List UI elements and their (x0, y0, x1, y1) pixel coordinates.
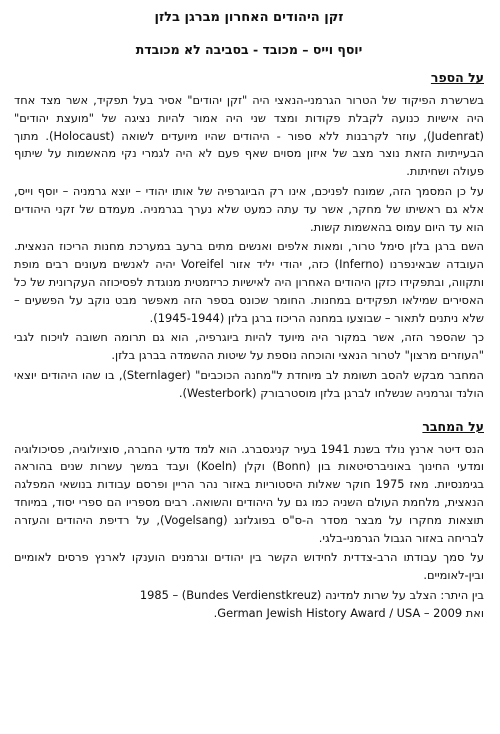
about-author-section (14, 419, 484, 623)
awards-line-2: ואת German Jewish History Award / USA – 2009. (213, 605, 484, 620)
document-subtitle: יוסף וייס – מכובד - בסביבה לא מכובדת (135, 42, 363, 57)
about-author-paragraph-1: הנס דיטר ארנץ נולד בשנת 1941 בעיר קניגסברג. הוא למד מדעי החברה, סוציולוגיה, פסיכולוגיה ומדעי החינוך באוניברסיטאות בון (Bonn) וקלן (Koeln) ועבד במשך עשרות שנים בהוראה בגימנסיות. מאז 1975 חוקר שאלות היסטוריות באזור נהר הריין ופרסם עבודות בנושאי המפלגה הנאצית, מלחמת העולם השניה כמו גם על היהודים והשואה. רבים מספריו הם ספרי יסוד, במיוחד תוצאות מחקרו על מבצר מסדר ה-ס"ס בפוגלזנג (Vogelsang), על רדיפת היהודים והעזרה לבריחה באזור הגבול הגרמני-בלגי. (14, 441, 485, 545)
document-title: זקן היהודים האחרון מברגן בלזן (154, 10, 344, 25)
about-book-paragraph-1: בשרשרת הפיקוד של הטרור הגרמני-הנאצי היה "זקן יהודים" אסיר בעל תפקיד, אשר מצד אחד היה אישיות כנועה לקבלת פקודות ומצד שני היה אמור להיות נציגה של "מועצת יהודים" (Judenrat), עוזר לקרבנות ללא ספור - היהודים שהיו מיועדים לשואה (Holocaust). מתוך הבעייתיות הזאת נוצר מצב של איזון מסוים שאף פעם לא היה לגמרי נקי מהאשמות על שיתוף פעולה ושחיתות. (14, 93, 484, 179)
about-author-paragraph-2: על סמך עבודתו הרב-צדדית לחידוש הקשר בין יהודים וגרמנים הוענקו לארנץ פרסים לאומיים ובין-לאומיים. (14, 550, 484, 583)
about-book-section (14, 70, 484, 403)
about-book-paragraph-3: השם ברגן בלזן סימל טרור, ומאות אלפים ואנשים מתים ברעב במערכת מחנות הריכוז הנאצית. העובדה שבאינפרנו (Inferno) כזה, יהודי יליד אזור Voreifel יהיה לאנשים מעונים רבים מופת ותקווה, ובתפקידו כזקן היהודים האחרון היה לאישיות כריזמטית מנוגדת לפסיכוזה העקרונית של כל האסירים שמילאו תפקידים במחנות. החומר שכונס בספר הזה מאפשר מבט נוקב על הפשעים – שלא ניתנים לתאור – שבוצעו במחנה הריכוז ברגן בלזן (1945-1944). (14, 239, 485, 325)
about-book-paragraph-5: המחבר מבקש להסב תשומת לב מיוחדת ל"מחנה הכוכבים" (Sternlager), בו שהו היהודים יוצאי הולנד וגרמניה שנשלחו לברגן בלזן מוסטרבורק (Westerbork). (14, 367, 484, 400)
about-book-heading: על הספר (430, 70, 484, 85)
awards-line-1: בין היתר: הצלב על שרות למדינה (Bundes Verdienstkreuz) – 1985 (139, 587, 484, 602)
about-book-paragraph-2: על כן המסמך הזה, שמונח לפניכם, אינו רק הביוגרפיה של אותו יהודי – יוצא גרמניה – יוסף וייס, אלא גם ראשיתו של מחקר, אשר עד עתה כמעט שלא נערך בגרמניה. מעמדם של זקני היהודים הוא עד היום עמוס בהאשמות קשות. (14, 183, 484, 234)
about-book-paragraph-4: כך שהספר הזה, אשר במקור היה מיועד להיות ביוגרפיה, הוא גם תרומה חשובה לויכוח לגבי "העוזרים מרצון" לטרור הנאצי והוכחה נוספת על שיטות ההשמדה בברגן בלזן. (14, 330, 484, 363)
about-author-heading: על המחבר (422, 418, 484, 434)
